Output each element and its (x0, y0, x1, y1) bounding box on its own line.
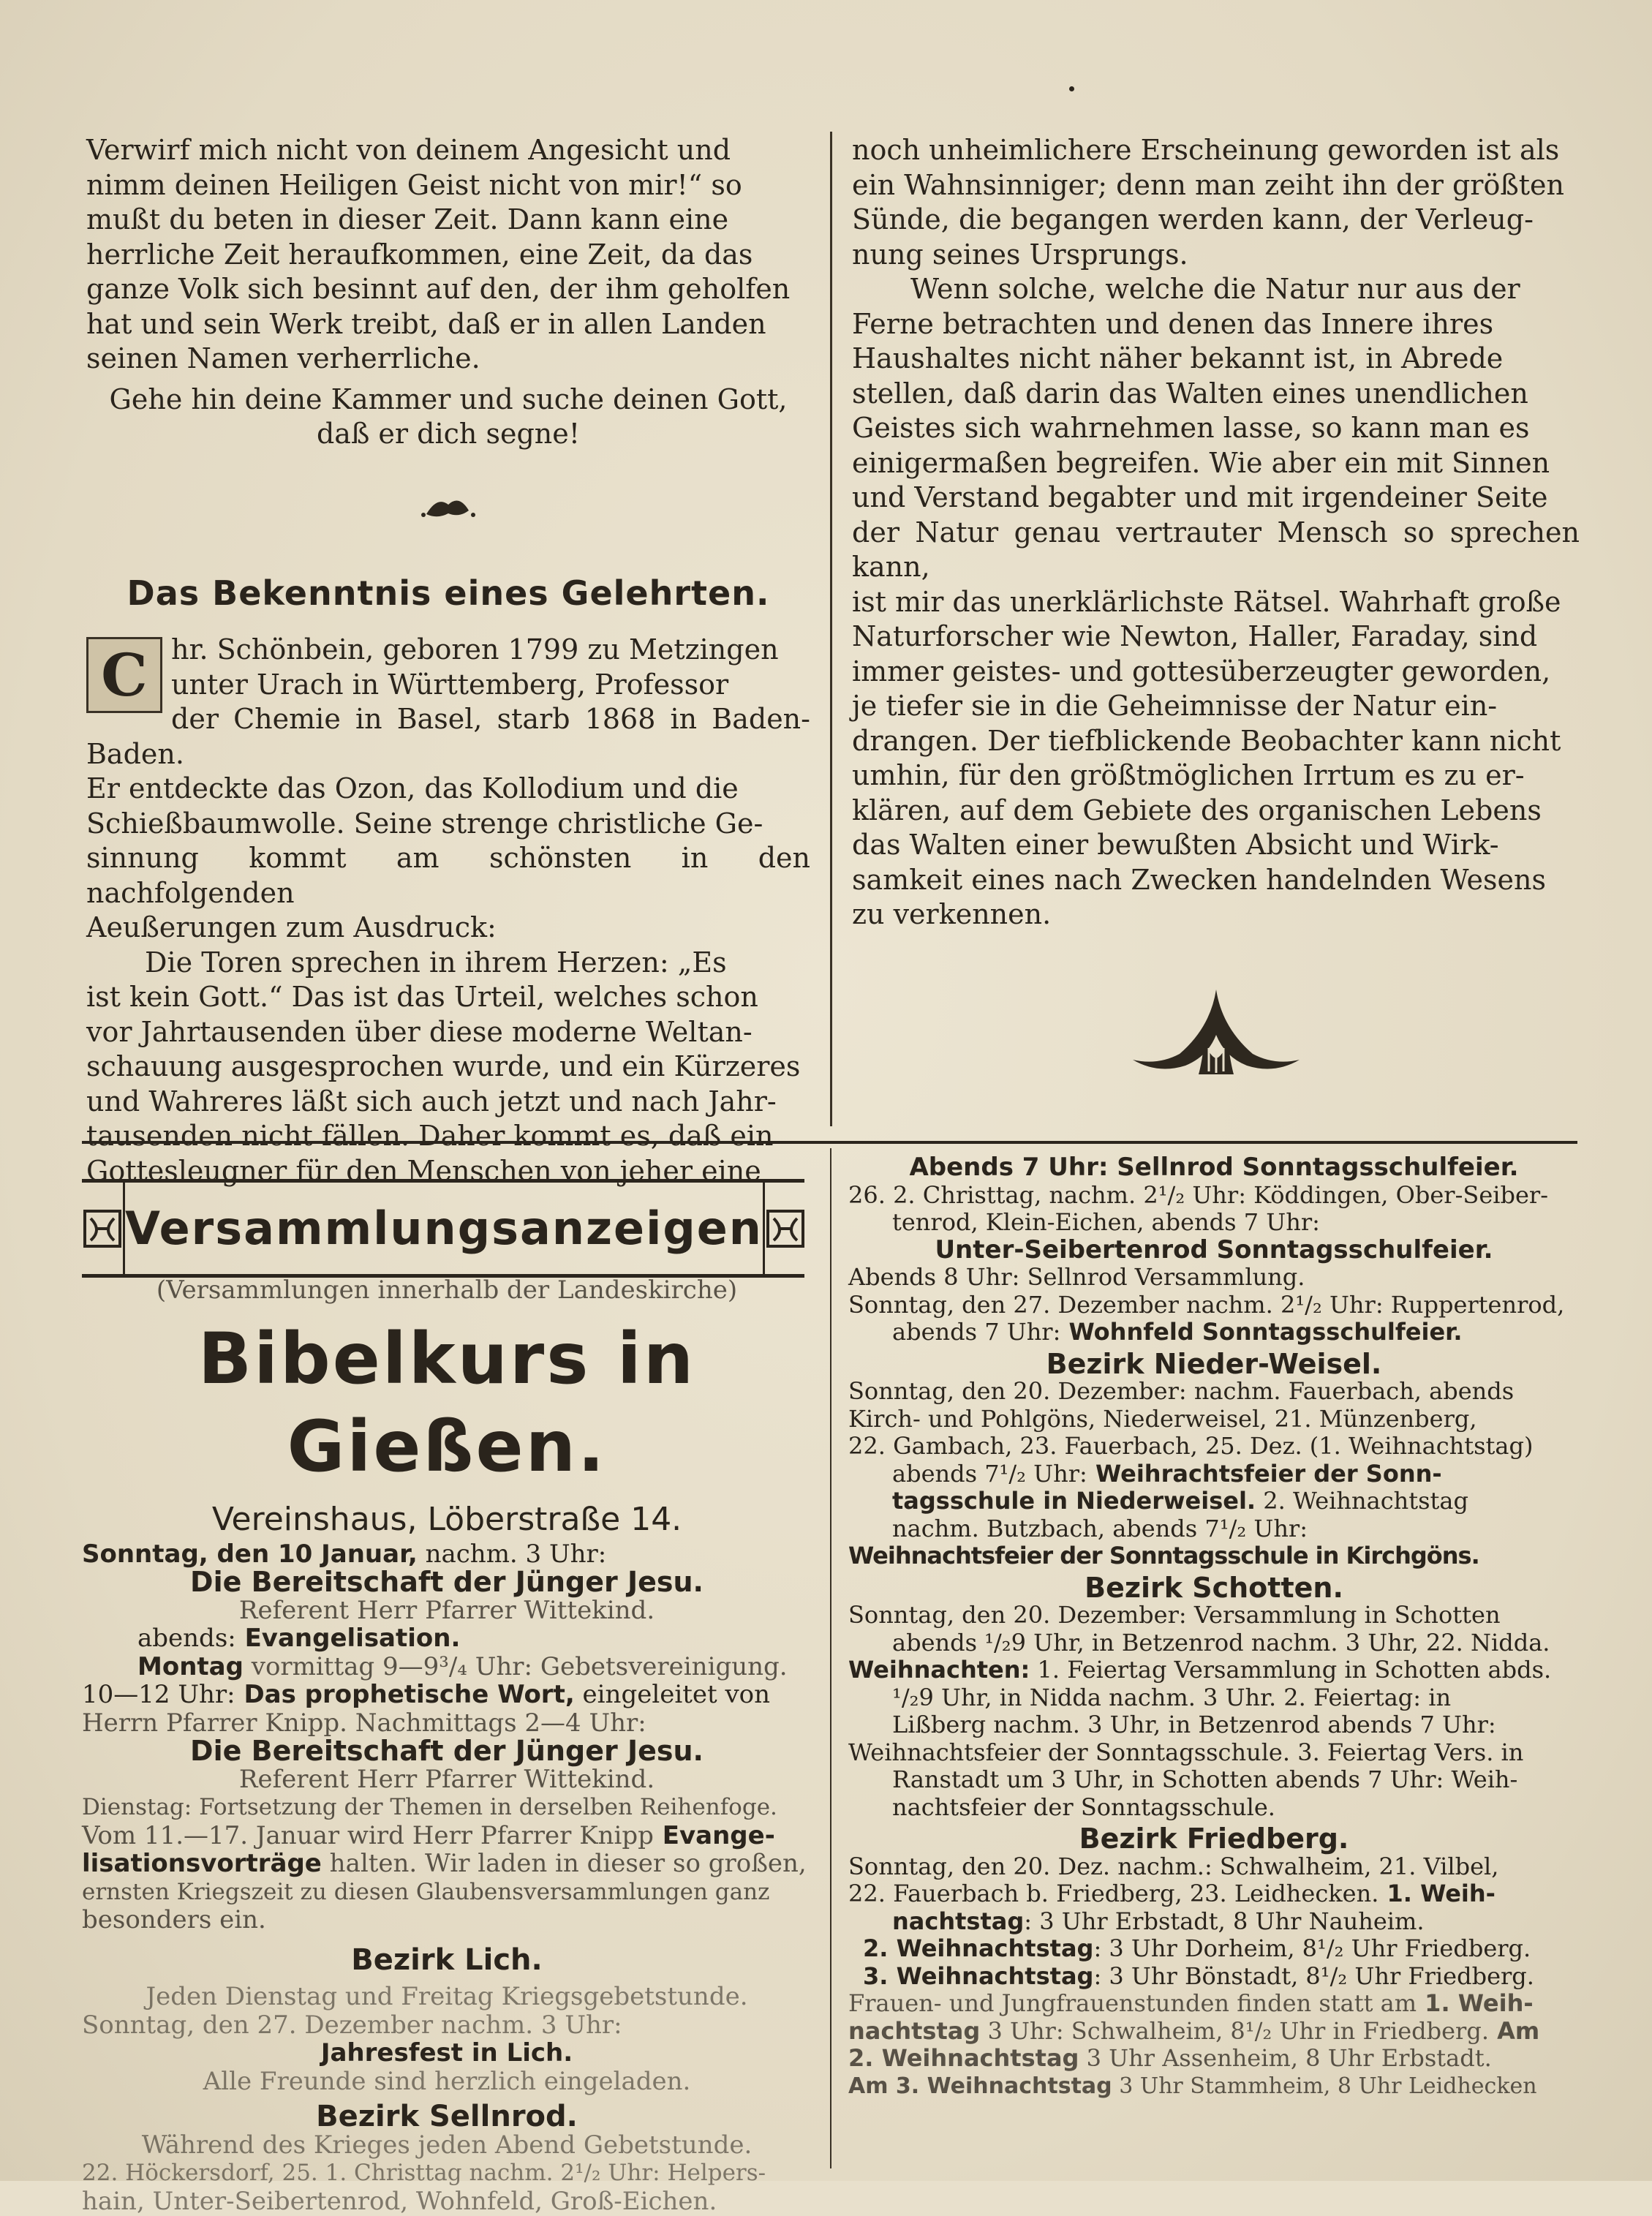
announcement-line: 10—12 Uhr: Das prophetische Wort, eingeleitet von (82, 1680, 771, 1709)
paragraph-line: ist mir das unerklärlichste Rätsel. Wahrhaft große (852, 585, 1561, 618)
paragraph-line: und Verstand begabter und mit irgendeiner Seite (852, 481, 1548, 513)
paragraph-line: Er entdeckte das Ozon, das Kollodium und die (86, 772, 739, 804)
bezirk-heading: Bezirk Nieder-Weisel. (1046, 1347, 1382, 1380)
paragraph-line: drangen. Der tiefblickende Beobachter kann nicht (852, 724, 1561, 757)
referent-line: Referent Herr Pfarrer Wittekind. (238, 1764, 655, 1794)
announcement-line: Sonntag, den 20. Dezember: Versammlung in Schotten (848, 1601, 1501, 1629)
announcement-line: 22. Gambach, 23. Fauerbach, 25. Dez. (1. Weihnachtstag) (848, 1432, 1534, 1460)
paragraph-line: klären, auf dem Gebiete des organischen Lebens (852, 794, 1542, 826)
announcement-line: besonders ein. (82, 1905, 266, 1934)
quote-line: und Wahreres läßt sich auch jetzt und nach Jahr- (86, 1085, 777, 1118)
dropcap-paragraph (86, 633, 810, 946)
announcement-line: nachtstag: 3 Uhr Erbstadt, 8 Uhr Nauheim. (892, 1907, 1425, 1935)
fleuron-ornament-icon (1128, 984, 1304, 1079)
topic-line: Die Bereitschaft der Jünger Jesu. (190, 1735, 704, 1767)
motto-line: daß er dich segne! (316, 418, 581, 450)
bibelkurs-title: Bibelkurs in Gießen. (197, 1317, 696, 1488)
announcement-line: abends ¹/₂9 Uhr, in Betzenrod nachm. 3 Uhr, 22. Nidda. (892, 1628, 1550, 1657)
paragraph-line: immer geistes- und gottesüberzeugter geworden, (852, 655, 1551, 687)
event-line: Abends 7 Uhr: Sellnrod Sonntagsschulfeier. (909, 1153, 1519, 1182)
announcement-line: Sonntag, den 10 Januar, nachm. 3 Uhr: (82, 1539, 607, 1569)
bezirk-heading: Bezirk Schotten. (1085, 1571, 1343, 1604)
paragraph-line: der Chemie in Basel, starb 1868 in Baden-Baden. (86, 703, 810, 770)
announcement-line: nachm. Butzbach, abends 7¹/₂ Uhr: (892, 1514, 1308, 1542)
top-left-column (86, 133, 810, 1188)
paragraph-line: hat und sein Werk treibt, daß er in allen Landen (86, 307, 766, 340)
event-line: Weihnachtsfeier der Sonntagsschule in Kirchgöns. (848, 1542, 1479, 1569)
announcement-line: 22. Höckersdorf, 25. 1. Christtag nachm. 2¹/₂ Uhr: Helpers- (82, 2160, 766, 2186)
paragraph-line: sinnung kommt am schönsten in den nachfolgenden (86, 842, 810, 909)
paragraph-line: Haushaltes nicht näher bekannt ist, in Abrede (852, 342, 1504, 374)
paragraph-line: Verwirf mich nicht von deinem Angesicht und (86, 134, 731, 166)
referent-line: Referent Herr Pfarrer Wittekind. (238, 1595, 655, 1625)
paragraph-line: das Walten einer bewußten Absicht und Wirk- (852, 829, 1499, 861)
announcement-line: abends 7 Uhr: Wohnfeld Sonntagsschulfeier. (892, 1318, 1463, 1346)
announcement-line: Abends 8 Uhr: Sellnrod Versammlung. (848, 1263, 1305, 1291)
leaf-ornament-icon (419, 489, 478, 525)
announcement-line: Ranstadt um 3 Uhr, in Schotten abends 7 Uhr: Weih- (892, 1765, 1518, 1793)
announcement-line: Weihnachten: 1. Feiertag Versammlung in Schotten abds. (848, 1656, 1552, 1684)
venue: Vereinshaus, Löberstraße 14. (211, 1500, 682, 1538)
announcement-line: Vom 11.—17. Januar wird Herr Pfarrer Knipp Evange- (82, 1820, 775, 1850)
paragraph-line: seinen Namen verherrliche. (86, 342, 480, 374)
banner-left-box (82, 1183, 125, 1274)
ornament-box-icon (82, 1208, 123, 1249)
announcement-line: 22. Fauerbach b. Friedberg, 23. Leidhecken. 1. Weih- (848, 1880, 1496, 1907)
quote-line: tausenden nicht fällen. Daher kommt es, daß ein (86, 1120, 774, 1152)
announcement-line: Am 3. Weihnachtstag 3 Uhr Stammheim, 8 Uhr Leidhecken (848, 2073, 1537, 2099)
announcement-line: Während des Krieges jeden Abend Gebetstunde. (141, 2130, 753, 2160)
announcement-line: Sonntag, den 20. Dezember: nachm. Fauerbach, abends (848, 1377, 1515, 1405)
paragraph-line: nung seines Ursprungs. (852, 238, 1188, 271)
announcement-line: Montag vormittag 9—9³/₄ Uhr: Gebetsvereinigung. (137, 1651, 788, 1681)
top-right-column (852, 133, 1580, 1079)
paragraph-line: stellen, daß darin das Walten eines unendlichen (852, 377, 1528, 410)
section-title: Das Bekenntnis eines Gelehrten. (127, 573, 770, 613)
announcement-line: Weihnachtsfeier der Sonntagsschule. 3. Feiertag Vers. in (848, 1738, 1524, 1766)
paragraph-line: einigermaßen begreifen. Wie aber ein mit Sinnen (852, 446, 1550, 479)
paragraph-line: Ferne betrachten und denen das Innere ihres (852, 307, 1494, 340)
paragraph-line: ganze Volk sich besinnt auf den, der ihm geholfen (86, 273, 791, 305)
paragraph-line: Wenn solche, welche die Natur nur aus der (910, 273, 1520, 305)
announcement-line: Jeden Dienstag und Freitag Kriegsgebetstunde. (146, 1982, 748, 2011)
announcement-line: abends 7¹/₂ Uhr: Weihrachtsfeier der Sonn- (892, 1459, 1442, 1488)
announcement-line: 2. Weihnachtstag 3 Uhr Assenheim, 8 Uhr Erbstadt. (848, 2044, 1492, 2072)
announcement-line: tagsschule in Niederweisel. 2. Weihnachtstag (892, 1487, 1468, 1515)
banner-subtitle: (Versammlungen innerhalb der Landeskirche) (156, 1275, 738, 1305)
announcement-line: 26. 2. Christtag, nachm. 2¹/₂ Uhr: Köddingen, Ober-Seiber- (848, 1180, 1549, 1209)
announcement-line: lisationsvorträge halten. Wir laden in dieser so großen, (82, 1849, 807, 1878)
paragraph-line: herrliche Zeit heraufkommen, eine Zeit, da das (86, 238, 753, 271)
announcement-line: ¹/₂9 Uhr, in Nidda nachm. 3 Uhr. 2. Feiertag: in (892, 1683, 1452, 1711)
bottom-left-column (82, 1276, 812, 2215)
announcement-line: Herrn Pfarrer Knipp. Nachmittags 2—4 Uhr: (82, 1708, 646, 1738)
ornament-box-icon (765, 1208, 806, 1249)
quote-line: ist kein Gott.“ Das ist das Urteil, welches schon (86, 981, 758, 1013)
paragraph-line: der Natur genau vertrauter Mensch so sprechen kann, (852, 516, 1580, 583)
banner-right-box (763, 1183, 806, 1274)
paragraph-line: umhin, für den größtmöglichen Irrtum es zu er- (852, 759, 1525, 791)
bezirk-heading: Bezirk Lich. (351, 1942, 543, 1977)
dropcap: C (86, 637, 162, 713)
paragraph-line: ein Wahnsinniger; denn man zeiht ihn der größten (852, 168, 1564, 201)
announcement-line: Sonntag, den 27. Dezember nachm. 2¹/₂ Uhr: Ruppertenrod, (848, 1290, 1565, 1319)
paragraph-line: noch unheimlichere Erscheinung geworden ist als (852, 134, 1560, 166)
announcement-line: Sonntag, den 20. Dez. nachm.: Schwalheim, 21. Vilbel, (848, 1852, 1499, 1880)
bezirk-heading: Bezirk Sellnrod. (316, 2100, 578, 2133)
announcement-line: Dienstag: Fortsetzung der Themen in derselben Reihenfoge. (82, 1794, 777, 1820)
paragraph-line: nimm deinen Heiligen Geist nicht von mir!“ so (86, 168, 742, 201)
banner-title: Versammlungsanzeigen (125, 1202, 763, 1255)
paragraph-line: Aeußerungen zum Ausdruck: (86, 911, 497, 943)
announcement-line: ernsten Kriegszeit zu diesen Glaubensversammlungen ganz (82, 1878, 770, 1905)
announcement-line: Alle Freunde sind herzlich eingeladen. (203, 2066, 691, 2096)
quote-line: Gottesleugner für den Menschen von jeher eine (86, 1154, 761, 1187)
paragraph-line: Naturforscher wie Newton, Haller, Faraday, sind (852, 620, 1538, 652)
announcement-line: 2. Weihnachtstag: 3 Uhr Dorheim, 8¹/₂ Uhr Friedberg. (863, 1934, 1531, 1962)
paragraph-line: unter Urach in Württemberg, Professor (171, 668, 729, 701)
announcement-line: Frauen- und Jungfrauenstunden finden statt am 1. Weih- (848, 1989, 1534, 2017)
announcement-line: Lißberg nachm. 3 Uhr, in Betzenrod abends 7 Uhr: (892, 1711, 1496, 1738)
paragraph-line: samkeit eines nach Zwecken handelnden Wesens (852, 863, 1546, 896)
topic-line: Die Bereitschaft der Jünger Jesu. (190, 1566, 704, 1598)
announcement-line: tenrod, Klein-Eichen, abends 7 Uhr: (892, 1208, 1320, 1236)
announcement-line: 3. Weihnachtstag: 3 Uhr Bönstadt, 8¹/₂ Uhr Friedberg. (863, 1961, 1534, 1990)
paragraph-line: hr. Schönbein, geboren 1799 zu Metzingen (171, 633, 779, 666)
column-divider-top (830, 132, 832, 1126)
paragraph-line: Geistes sich wahrnehmen lasse, so kann man es (852, 412, 1530, 444)
announcement-line: Kirch- und Pohlgöns, Niederweisel, 21. Münzenberg, (848, 1404, 1477, 1433)
announcement-line: Sonntag, den 27. Dezember nachm. 3 Uhr: (82, 2010, 622, 2040)
bottom-right-column (848, 1154, 1580, 2100)
paragraph-line: je tiefer sie in die Geheimnisse der Natur ein- (852, 690, 1498, 722)
announcement-line: nachtstag 3 Uhr: Schwalheim, 8¹/₂ Uhr in Friedberg. Am (848, 2016, 1540, 2045)
quote-line: schauung ausgesprochen wurde, und ein Kürzeres (86, 1050, 801, 1082)
announcement-line: abends: Evangelisation. (137, 1624, 461, 1653)
paragraph-line: zu verkennen. (852, 898, 1052, 930)
paragraph-line: Schießbaumwolle. Seine strenge christliche Ge- (86, 807, 763, 840)
event-line: Jahresfest in Lich. (320, 2038, 573, 2068)
paragraph-line: mußt du beten in dieser Zeit. Dann kann eine (86, 203, 729, 235)
column-divider-bottom (830, 1148, 831, 2168)
motto-line: Gehe hin deine Kammer und suche deinen Gott, (109, 382, 788, 415)
paragraph-line: Sünde, die begangen werden kann, der Verleug- (852, 203, 1534, 235)
quote-line: vor Jahrtausenden über diese moderne Weltan- (86, 1015, 753, 1048)
announcements-banner (82, 1179, 804, 1278)
quote-line: Die Toren sprechen in ihrem Herzen: „Es (145, 946, 727, 979)
announcement-line: hain, Unter-Seibertenrod, Wohnfeld, Groß-Eichen. (82, 2186, 717, 2216)
event-line: Unter-Seibertenrod Sonntagsschulfeier. (935, 1235, 1493, 1265)
bezirk-heading: Bezirk Friedberg. (1079, 1823, 1349, 1855)
announcement-line: nachtsfeier der Sonntagsschule. (892, 1793, 1275, 1821)
page-dot (1069, 86, 1074, 91)
